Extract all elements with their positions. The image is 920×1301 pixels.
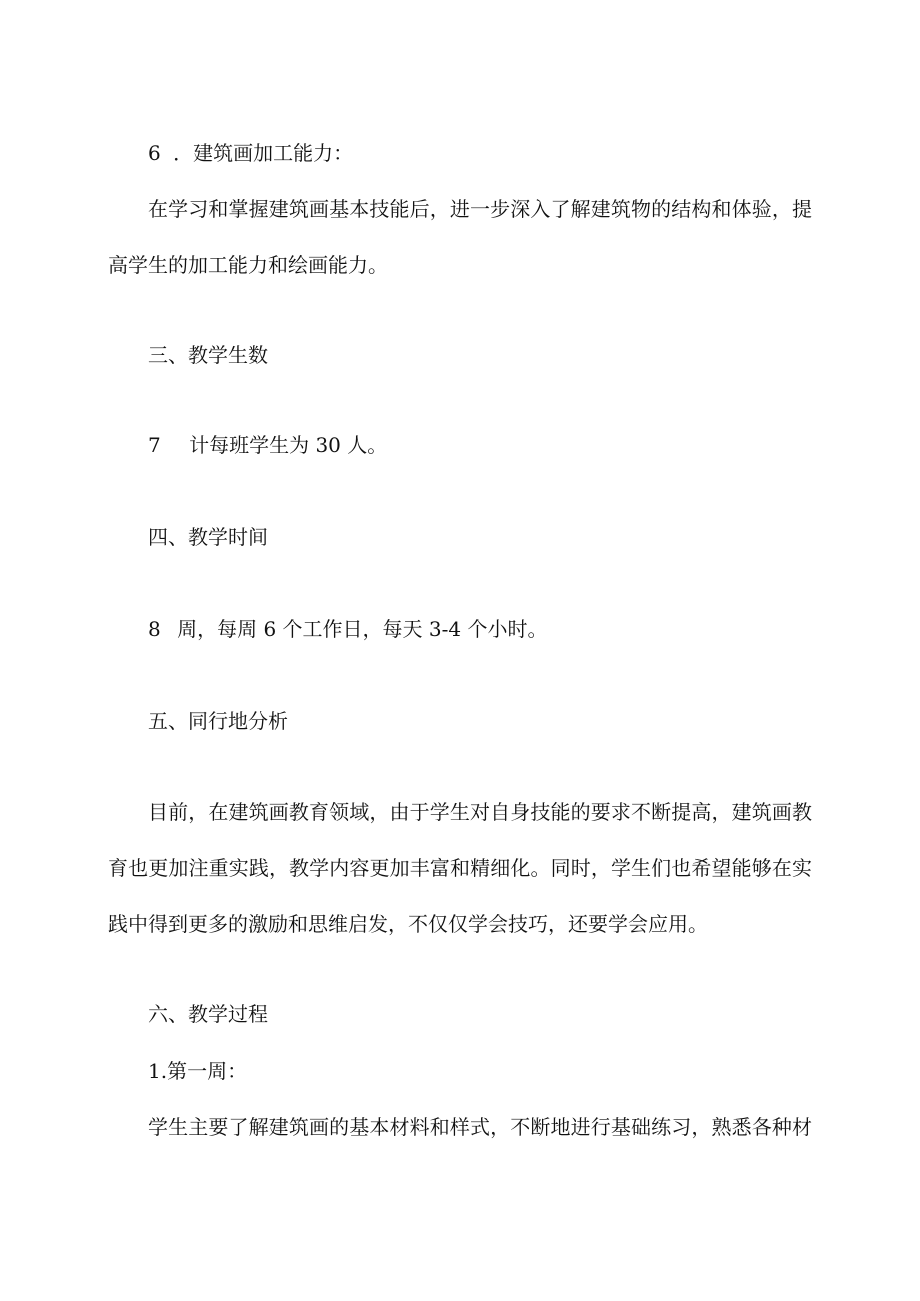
paragraph-line: 高学生的加工能力和绘画能力。 <box>108 253 388 277</box>
paragraph-line: 目前，在建筑画教育领域，由于学生对自身技能的要求不断提高，建筑画教 <box>148 800 812 824</box>
numbered-item <box>148 430 387 460</box>
numbered-item <box>148 614 547 644</box>
paragraph-line: 在学习和掌握建筑画基本技能后，进一步深入了解建筑物的结构和体验，提 <box>148 197 812 221</box>
paragraph-line: 育也更加注重实践，教学内容更加丰富和精细化。同时，学生们也希望能够在实 <box>108 856 812 880</box>
item-text: 周，每周 6 个工作日，每天 3-4 个小时。 <box>177 617 548 641</box>
paragraph-line: 践中得到更多的激励和思维启发，不仅仅学会技巧，还要学会应用。 <box>108 912 708 936</box>
item-text: ．建筑画加工能力： <box>173 141 354 165</box>
section-heading: 五、同行地分析 <box>148 709 288 733</box>
section-heading: 四、教学时间 <box>148 525 268 549</box>
numbered-item: 1.第一周： <box>148 1059 248 1083</box>
section6-item <box>148 138 353 168</box>
item-number: 6 <box>148 141 161 165</box>
item-number: 7 <box>148 433 161 457</box>
item-text: 计每班学生为 30 人。 <box>189 433 388 457</box>
section-heading: 三、教学生数 <box>148 343 268 367</box>
item-number: 8 <box>148 617 161 641</box>
paragraph-line: 学生主要了解建筑画的基本材料和样式，不断地进行基础练习，熟悉各种材 <box>148 1115 812 1139</box>
section-heading: 六、教学过程 <box>148 1002 268 1026</box>
